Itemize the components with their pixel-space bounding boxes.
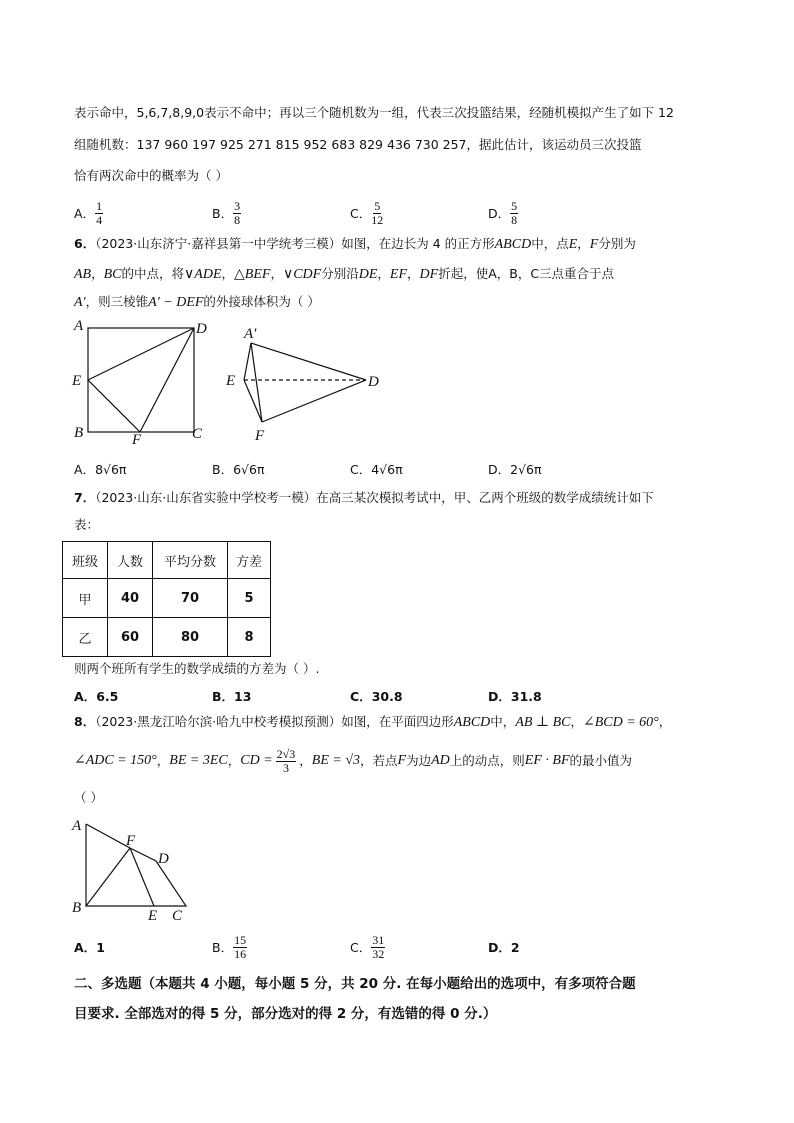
q5-option-d: D． $\frac{5}{8}$ xyxy=(488,198,518,227)
edge-f-d xyxy=(262,380,366,422)
label-a: A xyxy=(74,318,84,334)
q6-line3: A′，则三棱锥A′ − DEF的外接球体积为（ ） xyxy=(74,294,320,310)
label-d: D xyxy=(196,321,207,337)
fraction: $\frac{2√3}{3}$ xyxy=(276,746,296,775)
q8-figure xyxy=(66,812,196,922)
segment-ef xyxy=(88,380,140,432)
label-f: F xyxy=(132,432,142,446)
label-f: F xyxy=(126,833,136,849)
q7-line2: 表： xyxy=(74,517,100,532)
q6-option-d: D． 2√6π xyxy=(488,461,542,477)
quadrilateral-abcd xyxy=(86,824,186,906)
table-cell: 乙 xyxy=(63,618,108,657)
fraction: $\frac{1}{4}$ xyxy=(96,198,103,227)
q8-option-a: A． 1 xyxy=(74,939,105,955)
q6-square-figure xyxy=(88,328,194,432)
q8-option-c: C． $\frac{31}{32}$ xyxy=(350,932,385,961)
label-e: E xyxy=(72,373,82,389)
q7-table xyxy=(62,541,271,657)
table-header: 班级 xyxy=(63,542,108,579)
label-a: A xyxy=(72,818,82,834)
q8-option-b: B． $\frac{15}{16}$ xyxy=(212,932,247,961)
edge-a-e xyxy=(244,343,251,380)
q5-option-c: C． $\frac{5}{12}$ xyxy=(350,198,384,227)
q8-source: （2023·黑龙江哈尔滨·哈九中校考模拟预测） xyxy=(95,714,342,729)
q7-option-a: A． 6.5 xyxy=(74,688,119,704)
fraction: $\frac{5}{8}$ xyxy=(511,198,518,227)
section-heading-line2: 目要求. 全部选对的得 5 分，部分选对的得 2 分，有选错的得 0 分.） xyxy=(74,1006,497,1022)
q6-option-a: A． 8√6π xyxy=(74,461,127,477)
table-row xyxy=(63,579,271,618)
section-heading-line1: 二、多选题（本题共 4 小题，每小题 5 分，共 20 分. 在每小题给出的选项中，有多项符合题 xyxy=(74,976,636,992)
q5-text-line1: 表示命中，5,6,7,8,9,0表示不命中；再以三个随机数为一组，代表三次投篮结果，经随机模拟产生了如下 12 xyxy=(74,105,674,120)
label-f: F xyxy=(255,428,265,444)
q8-number: 8． xyxy=(74,714,96,729)
fraction: $\frac{31}{32}$ xyxy=(372,932,385,961)
table-cell: 8 xyxy=(228,618,271,657)
fraction: $\frac{15}{16}$ xyxy=(234,932,247,961)
q6-line1: 6．（2023·山东济宁·嘉祥县第一中学统考三模）如图，在边长为 4 的正方形ABCD中，点E，F分别为 xyxy=(74,236,636,252)
segment-bf xyxy=(86,848,130,906)
q7-number: 7． xyxy=(74,490,96,505)
q6-figure xyxy=(66,316,396,446)
q8-line2: ∠ADC = 150° ， BE = 3EC ， CD = $\frac{2√3}{3}$ ， BE = √3 ，若点 F 为边 AD 上的动点，则 EF · BF 的最小值为 xyxy=(74,746,633,775)
label-e: E xyxy=(148,908,158,922)
q6-options xyxy=(74,451,714,487)
label-b: B xyxy=(74,425,84,441)
q8-options xyxy=(74,929,714,965)
q5-option-b: B． $\frac{3}{8}$ xyxy=(212,198,241,227)
q7-line1: 7．（2023·山东·山东省实验中学校考一模）在高三某次模拟考试中，甲、乙两个班级的数学成绩统计如下 xyxy=(74,490,654,505)
table-header: 方差 xyxy=(228,542,271,579)
table-cell: 甲 xyxy=(63,579,108,618)
table-row xyxy=(63,618,271,657)
q6-option-c: C． 4√6π xyxy=(350,461,403,477)
segment-fd xyxy=(140,328,194,432)
label-b: B xyxy=(72,900,82,916)
label-d: D xyxy=(158,851,169,867)
edge-a-d xyxy=(251,343,366,380)
fraction: $\frac{3}{8}$ xyxy=(234,198,241,227)
q8-line1: 8．（2023·黑龙江哈尔滨·哈九中校考模拟预测）如图，在平面四边形ABCD中，AB ⊥ BC，∠BCD = 60°， xyxy=(74,714,672,730)
q8-line3: （ ） xyxy=(74,790,103,805)
q6-number: 6． xyxy=(74,236,96,251)
square-abcd xyxy=(88,328,194,432)
q5-text-line3: 恰有两次命中的概率为（ ） xyxy=(74,168,228,183)
q6-source: （2023·山东济宁·嘉祥县第一中学统考三模） xyxy=(95,236,342,251)
q5-option-a: A． $\frac{1}{4}$ xyxy=(74,198,103,227)
table-cell: 5 xyxy=(228,579,271,618)
table-cell: 40 xyxy=(108,579,153,618)
table-cell: 70 xyxy=(153,579,228,618)
q7-source: （2023·山东·山东省实验中学校考一模） xyxy=(95,490,317,505)
q7-option-d: D． 31.8 xyxy=(488,688,542,704)
label-e: E xyxy=(226,373,236,389)
table-cell: 60 xyxy=(108,618,153,657)
table-cell: 80 xyxy=(153,618,228,657)
table-header: 平均分数 xyxy=(153,542,228,579)
segment-ed xyxy=(88,328,194,380)
q5-options xyxy=(74,195,714,231)
table-header-row xyxy=(63,542,271,579)
q7-option-b: B． 13 xyxy=(212,688,252,704)
q6-option-b: B． 6√6π xyxy=(212,461,265,477)
q7-options xyxy=(74,678,714,714)
segment-fe xyxy=(130,848,154,906)
q8-option-d: D． 2 xyxy=(488,939,520,955)
q5-text-line2: 组随机数：137 960 197 925 271 815 952 683 829 436 730 257，据此估计，该运动员三次投篮 xyxy=(74,137,642,152)
fraction: $\frac{5}{12}$ xyxy=(371,198,384,227)
label-d: D xyxy=(368,374,379,390)
q6-line2: AB，BC的中点，将∨ADE，△BEF，∨CDF分别沿DE，EF，DF折起，使A，B，C三点重合于点 xyxy=(74,266,615,282)
q7-question: 则两个班所有学生的数学成绩的方差为（ ）. xyxy=(74,661,320,676)
table-header: 人数 xyxy=(108,542,153,579)
label-c: C xyxy=(172,908,183,922)
label-c: C xyxy=(192,426,203,442)
label-a-prime: A′ xyxy=(244,326,257,342)
q7-option-c: C． 30.8 xyxy=(350,688,403,704)
q6-pyramid-figure xyxy=(244,343,366,422)
